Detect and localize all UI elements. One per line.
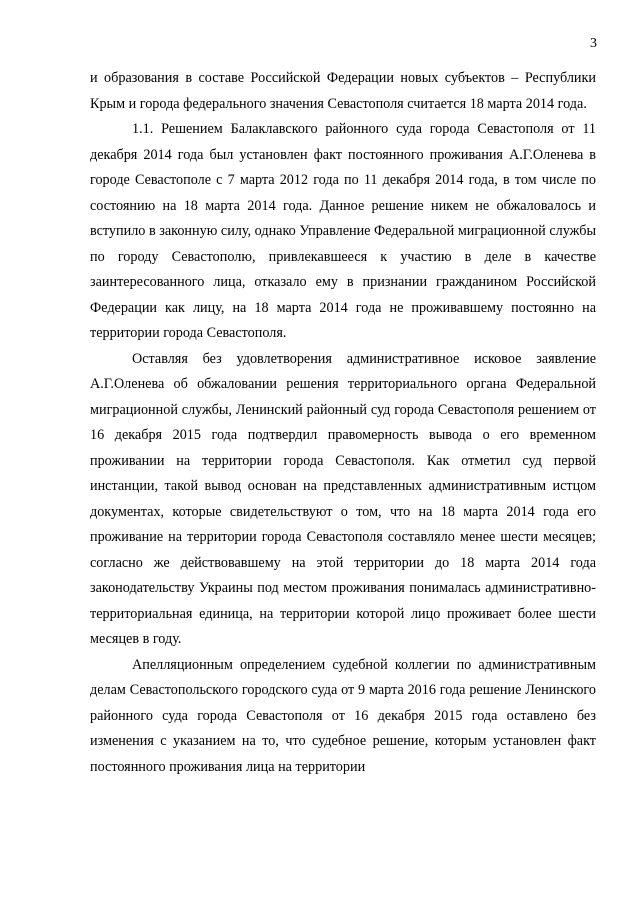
page-number: 3: [590, 36, 597, 51]
document-body: [90, 66, 596, 780]
paragraph-appeal-decision: Апелляционным определением судебной коллегии по административным делам Севастопольского городского суда от 9 марта 2016 года решение Ленинского районного суда города Севастополя от 16 декабря 2015 года оставлено без изменения с указанием на то, что судебное решение, которым установлен факт постоянного проживания лица на территории: [90, 656, 596, 775]
paragraph-section-1-1: 1.1. Решением Балаклавского районного суда города Севастополя от 11 декабря 2014 года был установлен факт постоянного проживания А.Г.Оленева в городе Севастополе с 7 марта 2012 года по 11 декабря 2014 года, в том числе по состоянию на 18 марта 2014 года. Данное решение никем не обжаловалось и вступило в законную силу, однако Управление Федеральной миграционной службы по городу Севастополю, привлекавшееся к участию в деле в качестве заинтересованного лица, отказало ему в признании гражданином Российской Федерации как лицу, на 18 марта 2014 года не проживавшему постоянно на территории города Севастополя.: [90, 121, 596, 341]
paragraph-continuation: и образования в составе Российской Федерации новых субъектов – Республики Крым и города федерального значения Севастополя считается 18 марта 2014 года.: [90, 70, 596, 112]
paragraph-lower-court-decision: Оставляя без удовлетворения административное исковое заявление А.Г.Оленева об обжаловании решения территориального органа Федеральной миграционной службы, Ленинский районный суд города Севастополя решением от 16 декабря 2015 года подтвердил правомерность вывода о его временном проживании на территории города Севастополя. Как отметил суд первой инстанции, такой вывод основан на представленных административным истцом документах, которые свидетельствуют о том, что на 18 марта 2014 года его проживание на территории города Севастополя составляло менее шести месяцев; согласно же действовавшему на этой территории до 18 марта 2014 года законодательству Украины под местом проживания понималась административно-территориальная единица, на территории которой лицо проживает более шести месяцев в году.: [90, 350, 596, 647]
